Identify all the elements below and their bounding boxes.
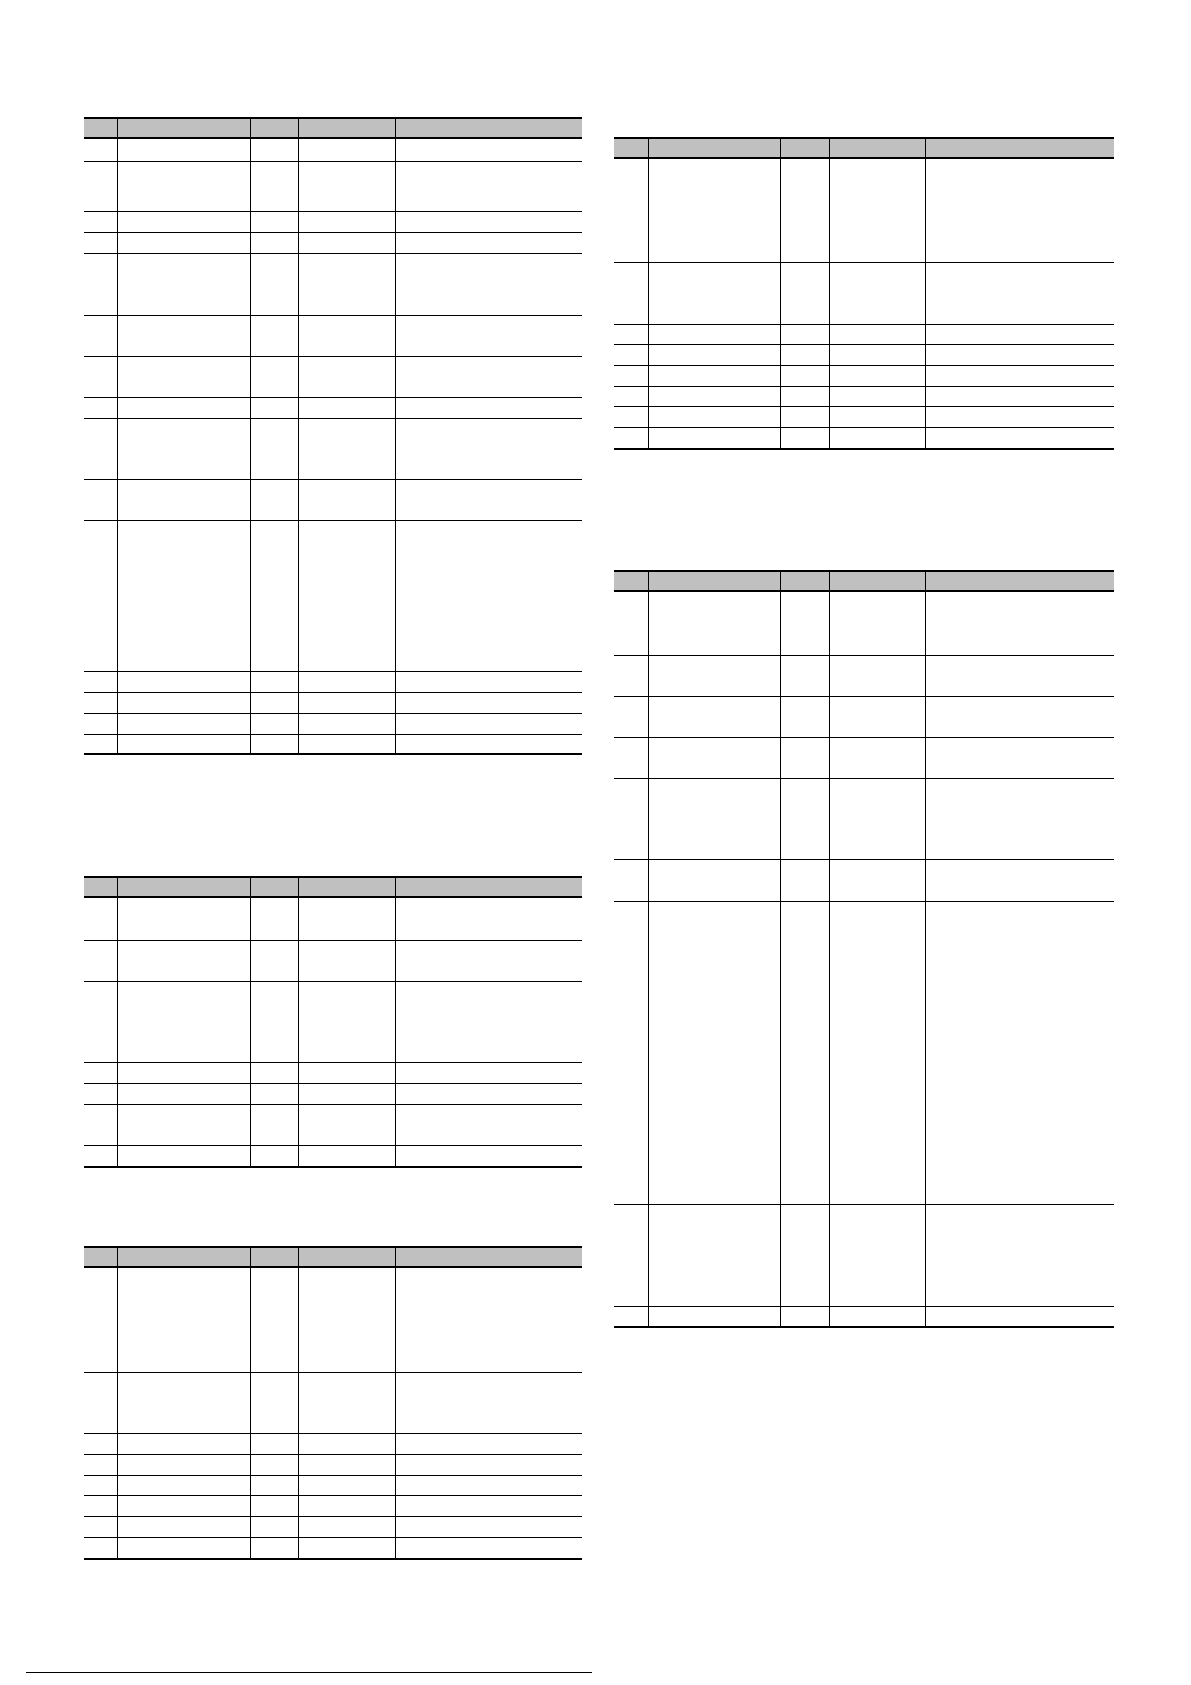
table-row	[84, 1104, 582, 1105]
footnote-separator	[26, 1672, 592, 1673]
table-row	[84, 671, 582, 672]
column-divider	[829, 139, 830, 448]
column-divider	[395, 878, 396, 1166]
table-row	[84, 1537, 582, 1538]
table-row	[84, 315, 582, 316]
column-divider	[829, 572, 830, 1326]
table-row	[84, 1516, 582, 1517]
table-header	[84, 878, 582, 898]
column-divider	[780, 572, 781, 1326]
table-row	[614, 344, 1114, 345]
table-row	[84, 940, 582, 941]
table-row	[614, 1204, 1114, 1205]
table-row	[84, 397, 582, 398]
table-header	[614, 139, 1114, 159]
column-divider	[298, 878, 299, 1166]
column-divider	[250, 1248, 251, 1558]
table-row	[84, 713, 582, 714]
table-row	[614, 427, 1114, 428]
column-divider	[395, 119, 396, 753]
column-divider	[117, 119, 118, 753]
table-row	[84, 520, 582, 521]
table-row	[84, 692, 582, 693]
column-divider	[395, 1248, 396, 1558]
column-divider	[648, 139, 649, 448]
column-divider	[298, 119, 299, 753]
table-row	[614, 406, 1114, 407]
table-row	[614, 901, 1114, 902]
column-divider	[780, 139, 781, 448]
table-row	[84, 418, 582, 419]
table-row	[614, 696, 1114, 697]
table-row	[84, 479, 582, 480]
table-row	[614, 655, 1114, 656]
column-divider	[117, 878, 118, 1166]
table-row	[84, 211, 582, 212]
column-divider	[117, 1248, 118, 1558]
table-c	[84, 1246, 582, 1560]
table-header	[84, 119, 582, 139]
table-row	[84, 981, 582, 982]
table-b	[84, 876, 582, 1168]
table-row	[84, 1433, 582, 1434]
column-divider	[298, 1248, 299, 1558]
table-row	[614, 859, 1114, 860]
table-row	[84, 1372, 582, 1373]
table-row	[84, 1083, 582, 1084]
table-row	[84, 1495, 582, 1496]
table-row	[614, 365, 1114, 366]
column-divider	[250, 878, 251, 1166]
table-d	[614, 137, 1114, 450]
table-a	[84, 117, 582, 755]
table-row	[84, 734, 582, 735]
column-divider	[250, 119, 251, 753]
table-row	[614, 262, 1114, 263]
table-row	[614, 778, 1114, 779]
table-row	[84, 1454, 582, 1455]
table-row	[84, 1475, 582, 1476]
table-row	[84, 232, 582, 233]
column-divider	[925, 139, 926, 448]
table-row	[84, 161, 582, 162]
table-row	[614, 386, 1114, 387]
table-row	[84, 1145, 582, 1146]
column-divider	[925, 572, 926, 1326]
table-header	[614, 572, 1114, 592]
table-row	[84, 1062, 582, 1063]
table-row	[614, 737, 1114, 738]
table-row	[84, 253, 582, 254]
table-e	[614, 570, 1114, 1328]
table-row	[614, 1306, 1114, 1307]
table-row	[84, 356, 582, 357]
table-row	[614, 324, 1114, 325]
table-header	[84, 1248, 582, 1268]
column-divider	[648, 572, 649, 1326]
